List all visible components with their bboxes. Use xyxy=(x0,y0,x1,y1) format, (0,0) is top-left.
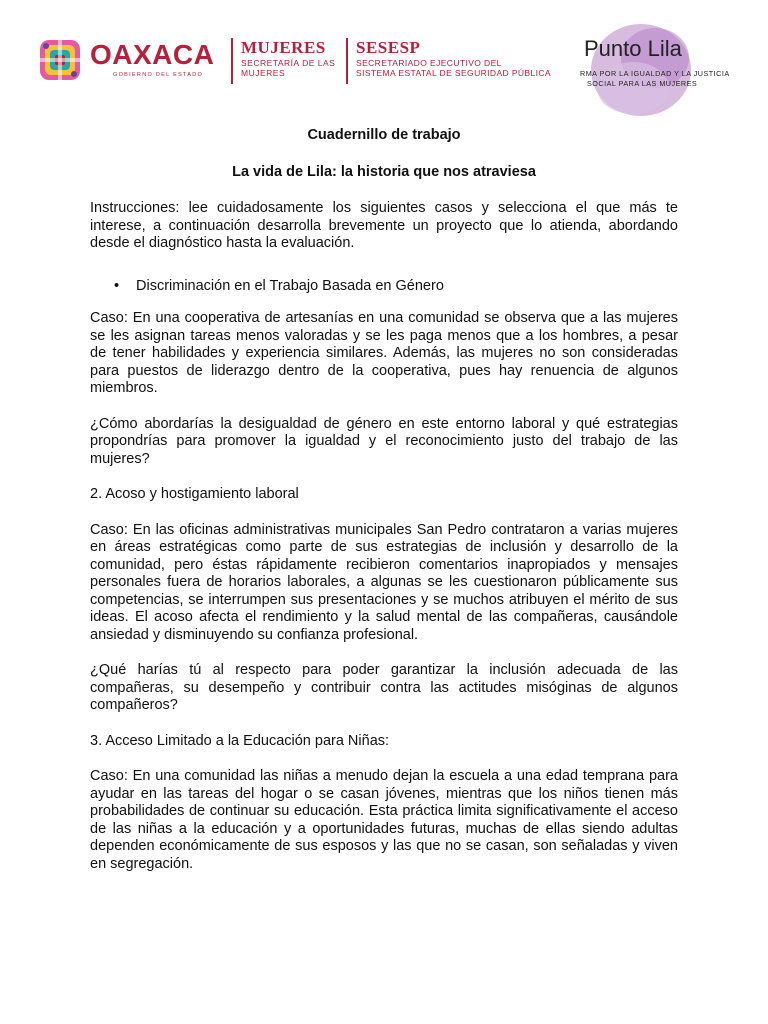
sesesp-subtitle-line1: SECRETARIADO EJECUTIVO DEL xyxy=(356,58,502,68)
punto-lila-subtitle xyxy=(580,69,730,89)
section2-heading: 2. Acoso y hostigamiento laboral xyxy=(90,486,299,502)
instructions-paragraph: Instrucciones: lee cuidadosamente los siguientes casos y selecciona el que más te interese, a continuación desarrolla brevemente un proyecto que lo atienda, abordando desde el diagnóstico hasta la evaluación. xyxy=(90,200,678,251)
logo-divider xyxy=(231,38,233,84)
document-subtitle: La vida de Lila: la historia que nos atraviesa xyxy=(232,163,536,180)
punto-lila-subtitle-line1: RMA POR LA IGUALDAD Y LA JUSTICIA xyxy=(580,69,730,78)
mujeres-wordmark: MUJERES xyxy=(241,38,326,57)
sesesp-subtitle xyxy=(356,58,551,78)
oaxaca-emblem-logo xyxy=(38,38,82,82)
punto-lila-wordmark: Punto Lila xyxy=(584,36,682,61)
sesesp-subtitle-line2: SISTEMA ESTATAL DE SEGURIDAD PÚBLICA xyxy=(356,68,551,78)
logo-divider xyxy=(346,38,348,84)
section1-question: ¿Cómo abordarías la desigualdad de género en este entorno laboral y qué estrategias propondrías para promover la igualdad y el reconocimiento justo del trabajo de las mujeres? xyxy=(90,415,678,467)
section1-heading xyxy=(90,278,678,296)
punto-lila-subtitle-line2: SOCIAL PARA LAS MUJERES xyxy=(587,79,698,88)
bullet-icon: • xyxy=(114,277,120,294)
section2-question: ¿Qué harías tú al respecto para poder garantizar la inclusión adecuada de las compañeras, su desempeño y contribuir contra las actitudes misóginas de algunos compañeros? xyxy=(90,662,678,713)
mujeres-subtitle: SECRETARÍA DE LAS MUJERES xyxy=(241,58,336,78)
oaxaca-wordmark: OAXACA xyxy=(90,39,215,70)
oaxaca-subtitle: GOBIERNO DEL ESTADO xyxy=(113,72,204,78)
document-header xyxy=(0,0,768,118)
section1-heading-text: Discriminación en el Trabajo Basada en Género xyxy=(136,277,444,294)
section3-heading: 3. Acceso Limitado a la Educación para Niñas: xyxy=(90,732,390,749)
section1-case: Caso: En una cooperativa de artesanías en una comunidad se observa que a las mujeres se les asignan tareas menos valoradas y se les paga menos que a los hombres, a pesar de tener habilidades y experiencia similares. Además, las mujeres no son consideradas para puestos de liderazgo dentro de la cooperativa, pues hay renuencia de algunos miembros. xyxy=(90,310,678,396)
section3-case: Caso: En una comunidad las niñas a menudo dejan la escuela a una edad temprana para ayudar en las tareas del hogar o se casan jóvenes, mientras que los niños tienen más probabilidades de continuar su educación. Esta práctica limita significativamente el acceso de las niñas a la educación y a oportunidades futuras, muchas de ellas siendo adultas dependen económicamente de sus esposos y las que no se casan, son señaladas y viven en segregación. xyxy=(90,768,678,872)
document-body xyxy=(90,127,678,873)
section2-case: Caso: En las oficinas administrativas municipales San Pedro contrataron a varias mujeres en áreas estratégicas como parte de sus estrategias de inclusión y desarrollo de la comunidad, pero éstas rápidamente recibieron comentarios inapropiados y mensajes personales fuera de horarios laborales, a algunas se les cuestionaron públicamente sus competencias, se interrumpen sus presentaciones y se muchos atribuyen el mérito de sus ideas. El acoso afecta el rendimiento y la salud mental de las compañeras, causándole ansiedad y disminuyendo su confianza profesional. xyxy=(90,521,678,643)
sesesp-wordmark: SESESP xyxy=(356,38,421,57)
document-title: Cuadernillo de trabajo xyxy=(307,127,461,143)
